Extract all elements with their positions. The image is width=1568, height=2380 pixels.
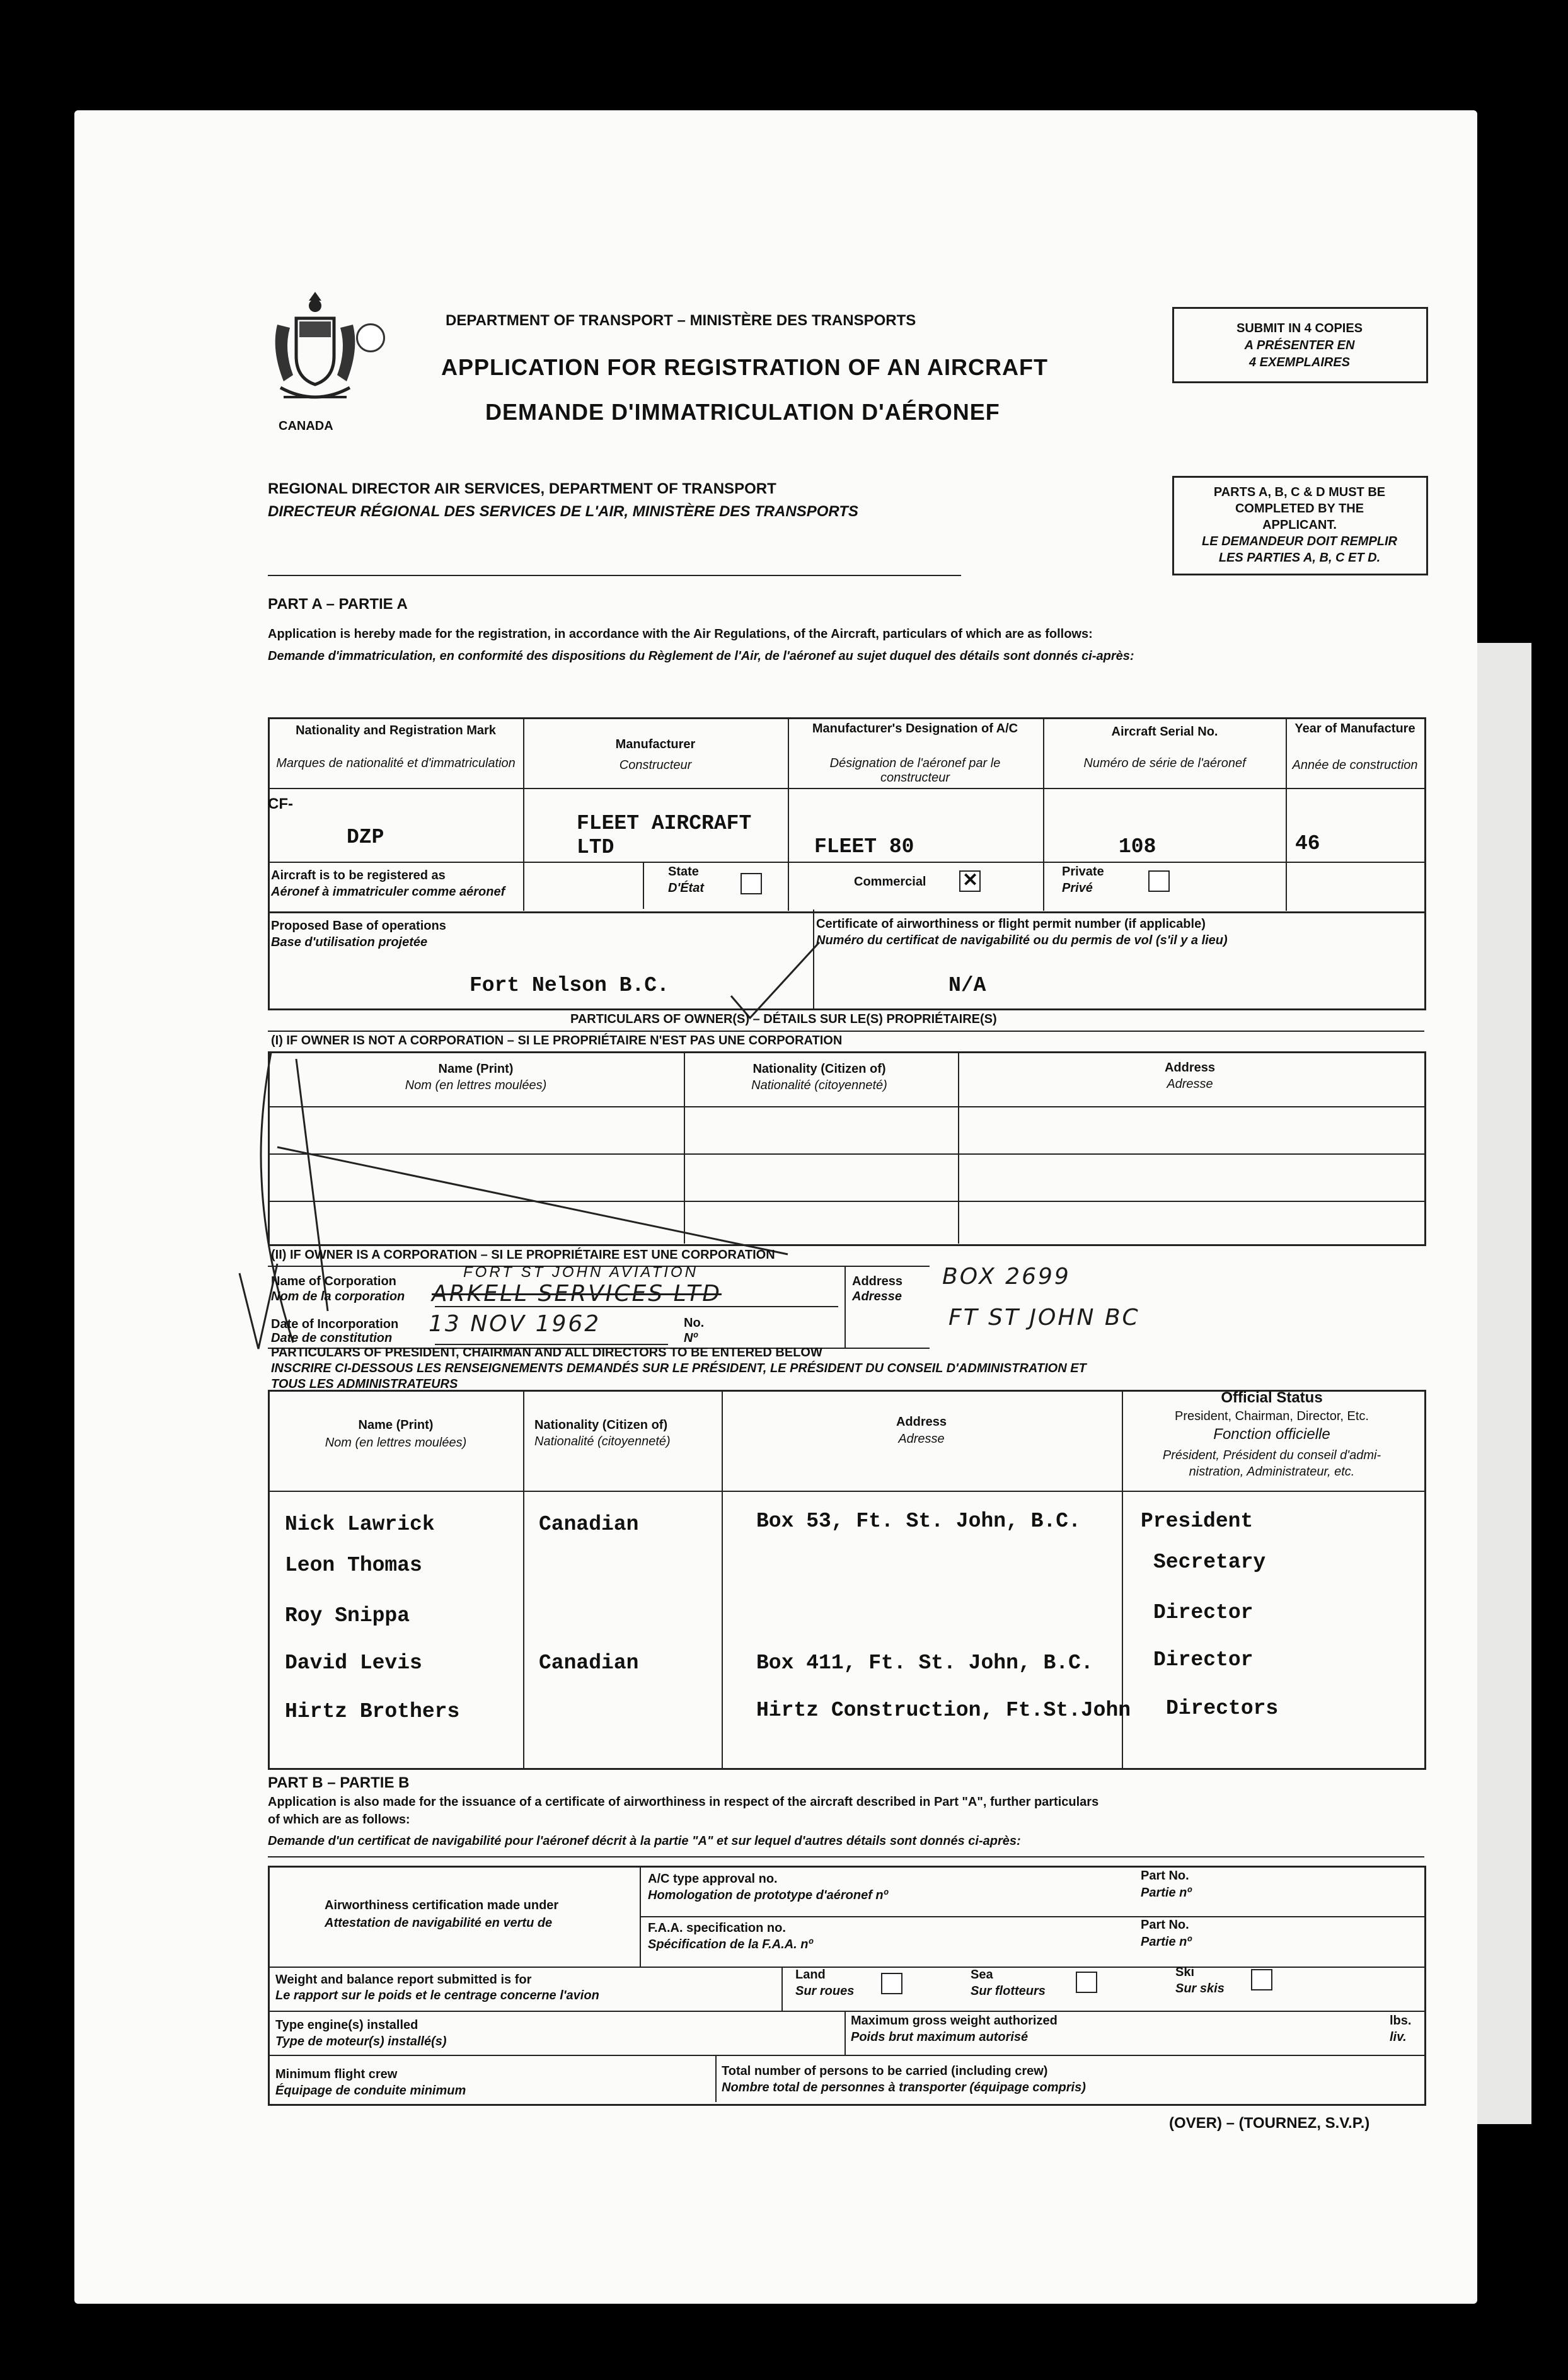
- corp-city-value: FT ST JOHN BC: [948, 1305, 1140, 1331]
- corp-name-handwritten: FORT ST JOHN AVIATION: [463, 1264, 698, 1281]
- part-a-intro-en: Application is hereby made for the registration, in accordance with the Air Regulations, of the Aircraft, particulars of which are as follows:: [268, 627, 1093, 641]
- certificate-label-en: Certificate of airworthiness or flight permit number (if applicable): [816, 917, 1206, 931]
- engine-label-en: Type engine(s) installed: [275, 2018, 418, 2032]
- private-label-en: Private: [1062, 865, 1104, 879]
- col-nationality-fr: Marques de nationalité et d'immatriculation: [276, 756, 516, 770]
- sea-label-en: Sea: [971, 1968, 993, 1982]
- part-no-label-1-en: Part No.: [1141, 1869, 1189, 1883]
- land-label-fr: Sur roues: [795, 1984, 855, 1998]
- airworthiness-label-fr: Attestation de navigabilité en vertu de: [325, 1916, 553, 1930]
- state-label-fr: D'État: [668, 881, 704, 895]
- min-crew-label-fr: Équipage de conduite minimum: [275, 2084, 466, 2098]
- col-nationality-en: Nationality and Registration Mark: [296, 724, 496, 737]
- weight-balance-label-en: Weight and balance report submitted is for: [275, 1973, 532, 1987]
- incorporation-label-fr: Date de constitution: [271, 1331, 393, 1345]
- status-col-line-4: Président, Président du conseil d'admi-: [1162, 1448, 1381, 1462]
- corp-address-value: BOX 2699: [942, 1264, 1071, 1290]
- over-instruction: (OVER) – (TOURNEZ, S.V.P.): [1169, 2115, 1370, 2132]
- total-persons-label-fr: Nombre total de personnes à transporter (équipage compris): [722, 2081, 1086, 2094]
- director-row-5-address: Hirtz Construction, Ft.St.John: [756, 1699, 1131, 1722]
- col-designation-en: Manufacturer's Designation of A/C: [812, 722, 1018, 736]
- corp-name-label-en: Name of Corporation: [271, 1274, 396, 1288]
- registered-as-fr: Aéronef à immatriculer comme aéronef: [271, 885, 505, 899]
- aircraft-table-header-rule: [268, 788, 1424, 789]
- director-row-5-name: Hirtz Brothers: [285, 1700, 460, 1723]
- part-b-heading: PART B – PARTIE B: [268, 1774, 410, 1791]
- director-row-5-status: Directors: [1166, 1697, 1279, 1720]
- base-value: Fort Nelson B.C.: [470, 974, 669, 997]
- director-address-col-en: Address: [896, 1415, 947, 1429]
- corporation-heading: (II) IF OWNER IS A CORPORATION – SI LE PROPRIÉTAIRE EST UNE CORPORATION: [271, 1248, 775, 1262]
- base-label-en: Proposed Base of operations: [271, 919, 446, 933]
- director-row-1-address: Box 53, Ft. St. John, B.C.: [756, 1510, 1081, 1533]
- max-weight-label-fr: Poids brut maximum autorisé: [851, 2030, 1029, 2044]
- owner-nationality-col-fr: Nationalité (citoyenneté): [751, 1078, 887, 1092]
- directors-line-2: INSCRIRE CI-DESSOUS LES RENSEIGNEMENTS DEMANDÉS SUR LE PRÉSIDENT, LE PRÉSIDENT DU CONSEIL D'ADMINISTRATION ET: [271, 1361, 1087, 1375]
- col-year-en: Year of Manufacture: [1294, 722, 1415, 736]
- part-b-intro-en-1: Application is also made for the issuance of a certificate of airworthiness in respect of the aircraft described in Part "A", further particulars: [268, 1795, 1099, 1809]
- land-checkbox[interactable]: [881, 1973, 902, 1994]
- certificate-value: N/A: [948, 974, 986, 997]
- owner-address-col-fr: Adresse: [1167, 1077, 1213, 1091]
- form-title-en: APPLICATION FOR REGISTRATION OF AN AIRCRAFT: [441, 354, 1048, 380]
- director-row-2-status: Secretary: [1153, 1551, 1266, 1574]
- base-label-fr: Base d'utilisation projetée: [271, 935, 428, 949]
- status-col-line-3: Fonction officielle: [1213, 1426, 1330, 1443]
- ac-type-label-fr: Homologation de prototype d'aéronef nº: [648, 1888, 888, 1902]
- part-a-intro-fr: Demande d'immatriculation, en conformité des dispositions du Règlement de l'Air, de l'aéronef au sujet duquel des détails sont donnés ci-après:: [268, 649, 1134, 663]
- col-serial-fr: Numéro de série de l'aéronef: [1083, 756, 1246, 770]
- certificate-label-fr: Numéro du certificat de navigabilité ou du permis de vol (s'il y a lieu): [816, 933, 1228, 947]
- commercial-checkmark: ✕: [962, 870, 979, 891]
- parts-line-2: COMPLETED BY THE: [1235, 502, 1364, 516]
- state-checkbox[interactable]: [741, 873, 762, 894]
- owner-name-col-en: Name (Print): [438, 1062, 514, 1076]
- lbs-unit: lbs.: [1390, 2014, 1412, 2028]
- land-label-en: Land: [795, 1968, 826, 1982]
- total-persons-label-en: Total number of persons to be carried (including crew): [722, 2064, 1048, 2078]
- state-label-en: State: [668, 865, 699, 879]
- commercial-label: Commercial: [854, 875, 926, 889]
- director-name-col-fr: Nom (en lettres moulées): [325, 1436, 467, 1450]
- director-nationality-col-fr: Nationalité (citoyenneté): [534, 1435, 671, 1448]
- status-col-line-2: President, Chairman, Director, Etc.: [1175, 1409, 1369, 1423]
- aircraft-particulars-table: [268, 717, 1426, 913]
- engine-label-fr: Type de moteur(s) installé(s): [275, 2035, 447, 2048]
- director-row-4-name: David Levis: [285, 1651, 422, 1675]
- part-no-label-2-fr: Partie nº: [1141, 1935, 1192, 1949]
- status-col-line-1: Official Status: [1221, 1389, 1323, 1406]
- registration-mark-value: DZP: [347, 826, 384, 849]
- owner-name-col-fr: Nom (en lettres moulées): [405, 1078, 547, 1092]
- sea-checkbox[interactable]: [1076, 1972, 1097, 1993]
- owner-nationality-col-en: Nationality (Citizen of): [752, 1062, 886, 1076]
- airworthiness-label-en: Airworthiness certification made under: [325, 1898, 559, 1912]
- registered-as-en: Aircraft is to be registered as: [271, 869, 446, 882]
- director-row-4-status: Director: [1153, 1648, 1254, 1672]
- not-corporation-heading: (I) IF OWNER IS NOT A CORPORATION – SI LE PROPRIÉTAIRE N'EST PAS UNE CORPORATION: [271, 1034, 843, 1048]
- director-row-2-name: Leon Thomas: [285, 1554, 422, 1577]
- col-designation-fr: Désignation de l'aéronef par le constructeur: [829, 756, 1001, 785]
- col-manufacturer-en: Manufacturer: [615, 737, 696, 751]
- director-nationality-col-en: Nationality (Citizen of): [534, 1418, 668, 1432]
- serial-value: 108: [1119, 835, 1156, 858]
- director-row-1-nationality: Canadian: [539, 1513, 639, 1536]
- punch-hole: [356, 323, 385, 352]
- incorporation-value: 13 NOV 1962: [429, 1311, 601, 1337]
- directors-line-3: TOUS LES ADMINISTRATEURS: [271, 1377, 458, 1391]
- col-serial-en: Aircraft Serial No.: [1111, 725, 1218, 739]
- owners-heading: PARTICULARS OF OWNER(S) – DÉTAILS SUR LE(S) PROPRIÉTAIRE(S): [570, 1012, 997, 1026]
- manufacturer-value: FLEET AIRCRAFT LTD: [577, 812, 752, 859]
- part-no-label-2-en: Part No.: [1141, 1918, 1189, 1932]
- part-a-heading: PART A – PARTIE A: [268, 596, 408, 613]
- submit-line-2: A PRÉSENTER EN: [1244, 338, 1355, 352]
- faa-label-fr: Spécification de la F.A.A. nº: [648, 1938, 813, 1951]
- address-line: [268, 575, 961, 576]
- ski-checkbox[interactable]: [1251, 1969, 1272, 1990]
- canada-coat-of-arms-icon: [265, 287, 366, 413]
- sea-label-fr: Sur flotteurs: [971, 1984, 1046, 1998]
- corp-name-label-fr: Nom de la corporation: [271, 1290, 405, 1303]
- parts-line-4: LE DEMANDEUR DOIT REMPLIR: [1202, 534, 1397, 548]
- incorporation-label-en: Date of Incorporation: [271, 1317, 399, 1331]
- submit-line-3: 4 EXEMPLAIRES: [1248, 355, 1351, 369]
- director-row-1-status: President: [1141, 1510, 1254, 1533]
- col-year-fr: Année de construction: [1292, 758, 1418, 772]
- status-col-line-5: nistration, Administrateur, etc.: [1189, 1465, 1355, 1479]
- private-checkbox[interactable]: [1148, 870, 1170, 892]
- form-title-fr: DEMANDE D'IMMATRICULATION D'AÉRONEF: [485, 399, 1000, 425]
- part-b-intro-en-2: of which are as follows:: [268, 1813, 410, 1827]
- parts-line-5: LES PARTIES A, B, C ET D.: [1218, 551, 1381, 565]
- part-b-intro-fr: Demande d'un certificat de navigabilité pour l'aéronef décrit à la partie "A" et sur lequel d'autres détails sont donnés ci-après:: [268, 1834, 1021, 1848]
- regional-director-en: REGIONAL DIRECTOR AIR SERVICES, DEPARTMENT OF TRANSPORT: [268, 480, 776, 497]
- corp-address-label-fr: Adresse: [852, 1290, 902, 1303]
- ski-label-fr: Sur skis: [1175, 1982, 1225, 1996]
- submit-line-1: SUBMIT IN 4 COPIES: [1236, 321, 1363, 335]
- faa-label-en: F.A.A. specification no.: [648, 1921, 786, 1935]
- parts-line-1: PARTS A, B, C & D MUST BE: [1213, 485, 1386, 499]
- country-label: CANADA: [279, 419, 333, 433]
- designation-value: FLEET 80: [814, 835, 914, 858]
- min-crew-label-en: Minimum flight crew: [275, 2067, 398, 2081]
- owner-address-col-en: Address: [1164, 1061, 1216, 1075]
- commercial-checkbox[interactable]: [959, 870, 981, 892]
- ac-type-label-en: A/C type approval no.: [648, 1872, 778, 1886]
- corp-name-struck: ARKELL SERVICES LTD: [432, 1281, 722, 1307]
- director-row-4-nationality: Canadian: [539, 1651, 639, 1675]
- part-no-label-1-fr: Partie nº: [1141, 1886, 1192, 1900]
- department-heading: DEPARTMENT OF TRANSPORT – MINISTÈRE DES TRANSPORTS: [446, 312, 916, 329]
- year-value: 46: [1295, 832, 1320, 855]
- private-label-fr: Privé: [1062, 881, 1093, 895]
- regional-director-fr: DIRECTEUR RÉGIONAL DES SERVICES DE L'AIR, MINISTÈRE DES TRANSPORTS: [268, 503, 858, 520]
- director-row-3-name: Roy Snippa: [285, 1604, 410, 1627]
- registration-prefix: CF-: [268, 795, 293, 812]
- incorp-no-label-fr: Nº: [684, 1331, 698, 1345]
- ski-label-en: Ski: [1175, 1965, 1195, 1979]
- director-row-1-name: Nick Lawrick: [285, 1513, 435, 1536]
- max-weight-label-en: Maximum gross weight authorized: [851, 2014, 1058, 2028]
- liv-unit: liv.: [1390, 2030, 1407, 2044]
- incorp-no-label-en: No.: [684, 1316, 705, 1330]
- director-address-col-fr: Adresse: [898, 1432, 945, 1446]
- directors-line-1: PARTICULARS OF PRESIDENT, CHAIRMAN AND ALL DIRECTORS TO BE ENTERED BELOW: [271, 1346, 822, 1360]
- col-manufacturer-fr: Constructeur: [619, 758, 692, 772]
- corp-address-label-en: Address: [852, 1274, 903, 1288]
- weight-balance-label-fr: Le rapport sur le poids et le centrage concerne l'avion: [275, 1989, 599, 2002]
- director-row-3-status: Director: [1153, 1601, 1254, 1624]
- director-name-col-en: Name (Print): [358, 1418, 434, 1432]
- parts-line-3: APPLICANT.: [1262, 518, 1337, 532]
- director-row-4-address: Box 411, Ft. St. John, B.C.: [756, 1651, 1093, 1675]
